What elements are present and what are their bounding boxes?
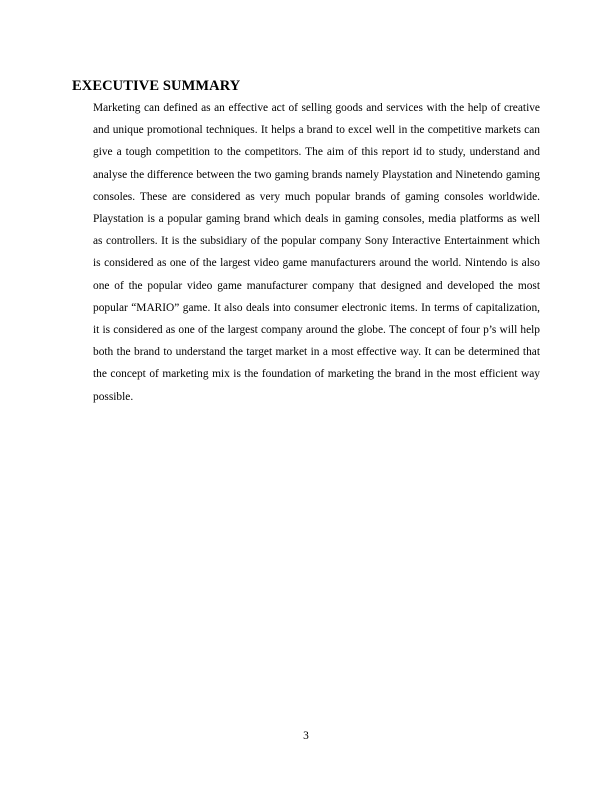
summary-paragraph: Marketing can defined as an effective act of selling goods and services with the help of creative and unique promotional techniques. It helps a brand to excel well in the competitive markets can give a tough competition to the competitors. The aim of this report id to study, understand and analyse the difference between the two gaming brands namely Playstation and Ninetendo gaming consoles. These are considered as very much popular brands of gaming consoles worldwide. Playstation is a popular gaming brand which deals in gaming consoles, media platforms as well as controllers. It is the subsidiary of the popular company Sony Interactive Entertainment which is considered as one of the largest video game manufacturers around the world. Nintendo is also one of the popular video game manufacturer company that designed and developed the most popular “MARIO” game. It also deals into consumer electronic items. In terms of capitalization, it is considered as one of the largest company around the globe. The concept of four p’s will help both the brand to understand the target market in a most effective way. It can be determined that the concept of marketing mix is the foundation of marketing the brand in the most efficient way possible. — [93, 102, 540, 403]
page-number: 3 — [303, 730, 309, 742]
section-heading: EXECUTIVE SUMMARY — [72, 78, 241, 94]
